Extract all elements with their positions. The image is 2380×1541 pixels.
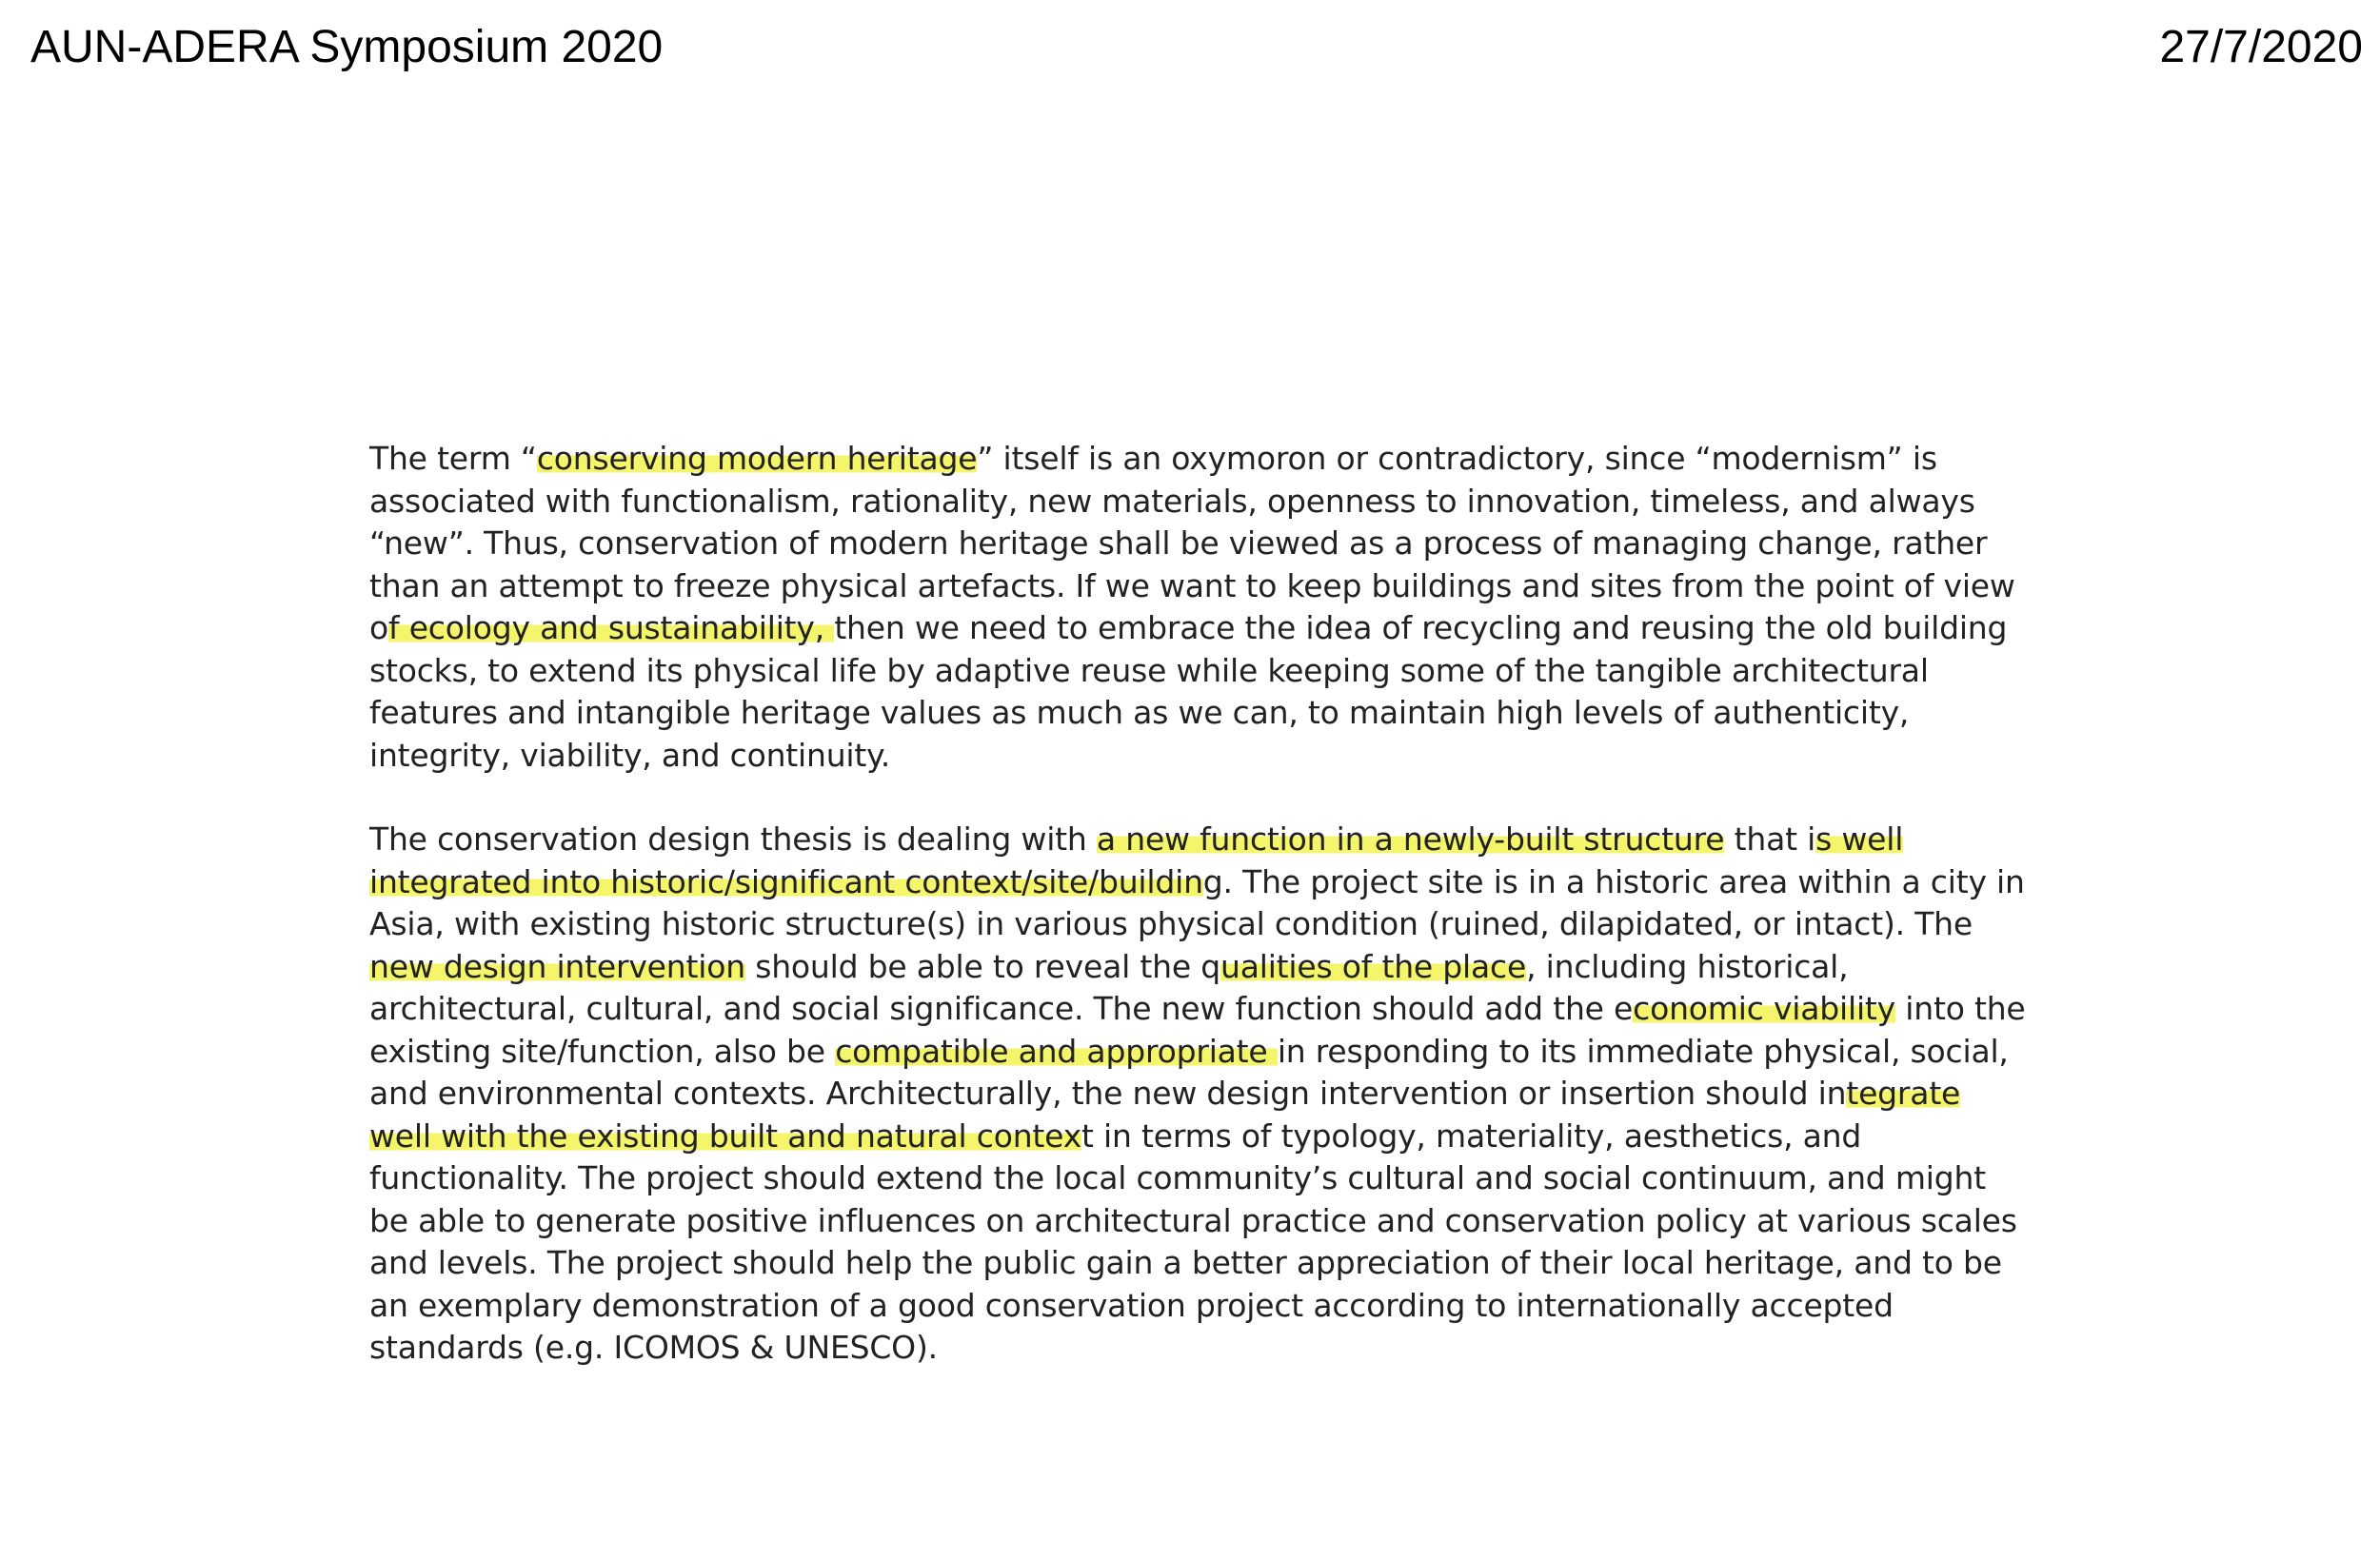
highlighted-phrase: new design intervention [369, 947, 745, 985]
document-excerpt [369, 438, 2026, 1370]
highlighted-phrase: ualities of the place [1220, 947, 1527, 985]
text-run: then we need to embrace the idea of recycling and reusing the old building stocks, to extend its physical life by adaptive reuse while keeping some of the tangible architectural features and intangible heritage values as much as we can, to maintain high levels of authenticity, integrity, viability, and continuity. [369, 609, 2008, 774]
text-run: g. The project site is in a historic area within a city in Asia, with existing historic structure(s) in various physical condition (ruined, dilapidated, or intact). The [369, 862, 2025, 942]
text-run: The conservation design thesis is dealing with [369, 820, 1097, 858]
symposium-title: AUN-ADERA Symposium 2020 [30, 21, 664, 72]
text-run: that i [1724, 820, 1816, 858]
highlighted-phrase: s well integrated into historic/significant context/site/buildin [369, 820, 1904, 900]
text-run: into the existing site/function, also be [369, 990, 2026, 1070]
text-run: ” itself is an oxymoron or contradictory, since “modernism” is associated with functionalism, rationality, new materials, openness to innovation, timeless, and always “new”. Thus, conservation of modern heritage shall be viewed as a process of managing change, rather than an attempt to freeze physical artefacts. If we want to keep buildings and sites from the point of view o [369, 440, 2015, 646]
text-run: The term “ [369, 440, 537, 477]
highlighted-phrase: compatible and appropriate [835, 1032, 1278, 1070]
paragraph-1 [369, 438, 2026, 777]
text-run: t in terms of typology, materiality, aesthetics, and functionality. The project should extend the local community’s cultural and social continuum, and might be able to generate positive influences on architectural practice and conservation policy at various scales and levels. The project should help the public gain a better appreciation of their local heritage, and to be an exemplary demonstration of a good conservation project according to internationally accepted standards (e.g. ICOMOS & UNESCO). [369, 1116, 2017, 1366]
highlighted-phrase: a new function in a newly-built structure [1096, 820, 1725, 858]
highlighted-phrase: tegrate well with the existing built and natural contex [369, 1075, 1961, 1155]
highlighted-phrase: f ecology and sustainability, [388, 609, 835, 646]
paragraph-2 [369, 819, 2026, 1370]
text-run: should be able to reveal the q [744, 947, 1220, 985]
slide-header [30, 13, 2363, 80]
slide-date: 27/7/2020 [2159, 21, 2363, 72]
text-run: , including historical, architectural, cultural, and social significance. The new function should add the e [369, 947, 1849, 1027]
text-run: in responding to its immediate physical, social, and environmental contexts. Architecturally, the new design intervention or insertion should in [369, 1032, 2009, 1112]
highlighted-phrase: conserving modern heritage [536, 440, 978, 477]
highlighted-phrase: conomic viability [1633, 990, 1895, 1027]
